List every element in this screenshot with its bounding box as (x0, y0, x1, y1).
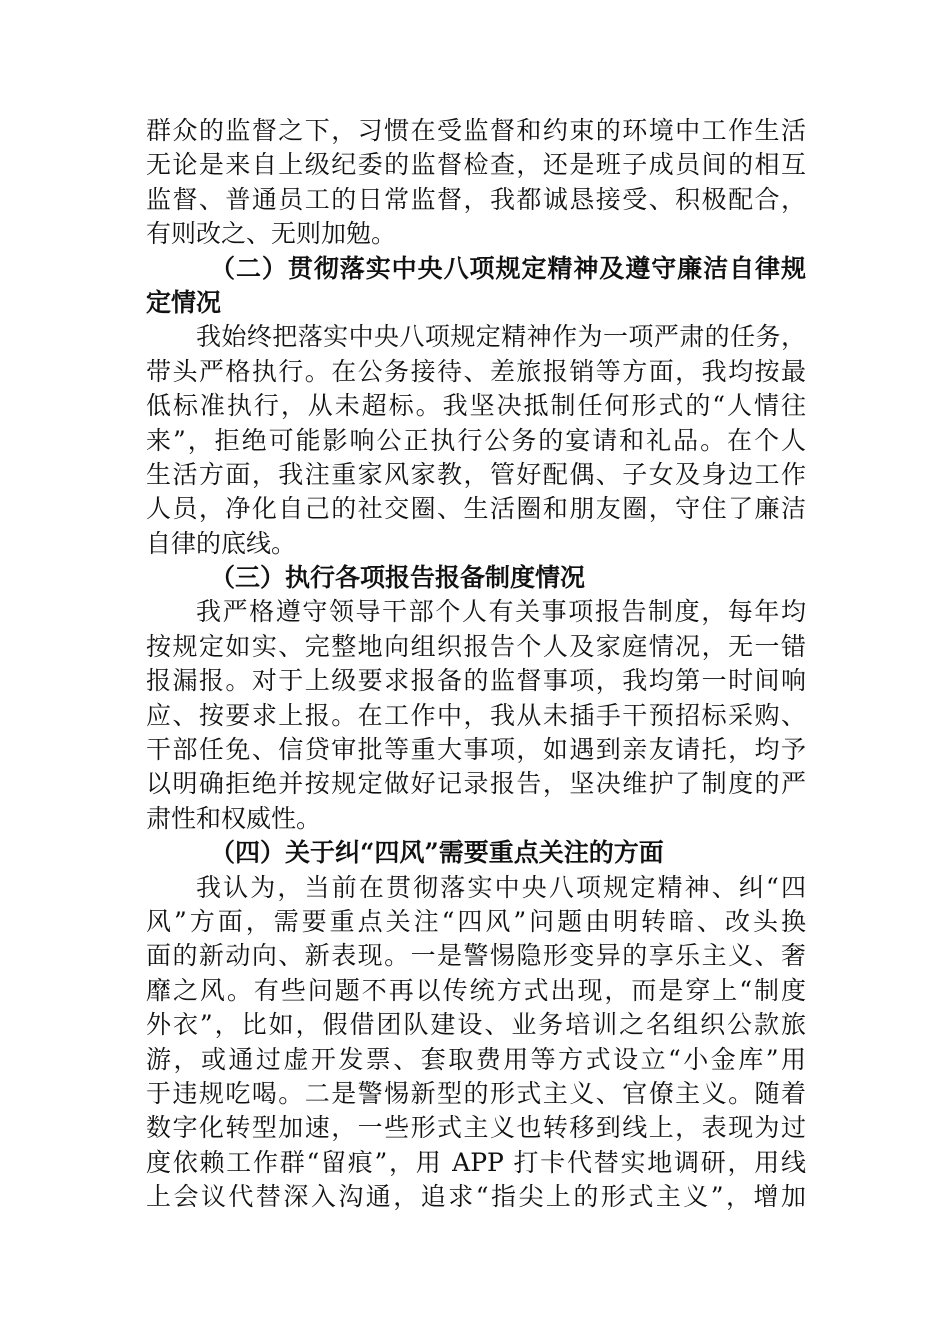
body-line: 群众的监督之下，习惯在受监督和约束的环境中工作生活 (146, 116, 806, 145)
body-line: 度依赖工作群“留痕”，用 APP 打卡代替实地调研，用线 (146, 1147, 806, 1177)
body-line: 于违规吃喝。二是警惕新型的形式主义、官僚主义。随着 (146, 1078, 806, 1108)
body-line: 面的新动向、新表现。一是警惕隐形变异的享乐主义、奢 (146, 941, 806, 971)
body-line: 我始终把落实中央八项规定精神作为一项严肃的任务， (196, 322, 806, 352)
body-line: 外衣”，比如，假借团队建设、业务培训之名组织公款旅 (146, 1010, 806, 1040)
body-line: 来”，拒绝可能影响公正执行公务的宴请和礼品。在个人 (146, 425, 806, 455)
body-line: 无论是来自上级纪委的监督检查，还是班子成员间的相互 (146, 150, 806, 180)
body-line: 监督、普通员工的日常监督，我都诚恳接受、积极配合， (146, 184, 806, 214)
body-line: 风”方面，需要重点关注“四风”问题由明转暗、改头换 (146, 906, 806, 936)
body-line: 上会议代替深入沟通，追求“指尖上的形式主义”，增加 (146, 1182, 806, 1212)
body-line: 以明确拒绝并按规定做好记录报告，坚决维护了制度的严 (146, 769, 806, 799)
body-line: 低标准执行，从未超标。我坚决抵制任何形式的“人情往 (146, 391, 806, 421)
body-line: 生活方面，我注重家风家教，管好配偶、子女及身边工作 (146, 459, 806, 489)
section-heading-3: （三）执行各项报告报备制度情况 (210, 563, 586, 593)
body-line: 干部任免、信贷审批等重大事项，如遇到亲友请托，均予 (146, 735, 806, 765)
body-line: 数字化转型加速，一些形式主义也转移到线上，表现为过 (146, 1113, 806, 1143)
body-line: 自律的底线。 (146, 528, 297, 558)
body-line: 带头严格执行。在公务接待、差旅报销等方面，我均按最 (146, 356, 806, 386)
body-line: 有则改之、无则加勉。 (146, 219, 397, 249)
section-heading-2: （二）贯彻落实中央八项规定精神及遵守廉洁自律规 (210, 253, 806, 283)
body-line: 我严格遵守领导干部个人有关事项报告制度，每年均 (196, 597, 806, 627)
body-line: 按规定如实、完整地向组织报告个人及家庭情况，无一错 (146, 631, 806, 661)
section-heading-4: （四）关于纠“四风”需要重点关注的方面 (210, 838, 664, 868)
body-line: 我认为，当前在贯彻落实中央八项规定精神、纠“四 (196, 872, 806, 902)
document-body (146, 114, 806, 1215)
body-line: 游，或通过虚开发票、套取费用等方式设立“小金库”用 (146, 1044, 806, 1074)
body-line: 肃性和权威性。 (146, 803, 322, 833)
body-line: 靡之风。有些问题不再以传统方式出现，而是穿上“制度 (146, 975, 806, 1005)
section-heading-2-cont: 定情况 (146, 287, 222, 317)
body-line: 应、按要求上报。在工作中，我从未插手干预招标采购、 (146, 700, 806, 730)
body-line: 人员，净化自己的社交圈、生活圈和朋友圈，守住了廉洁 (146, 494, 806, 524)
body-line: 报漏报。对于上级要求报备的监督事项，我均第一时间响 (146, 666, 806, 696)
